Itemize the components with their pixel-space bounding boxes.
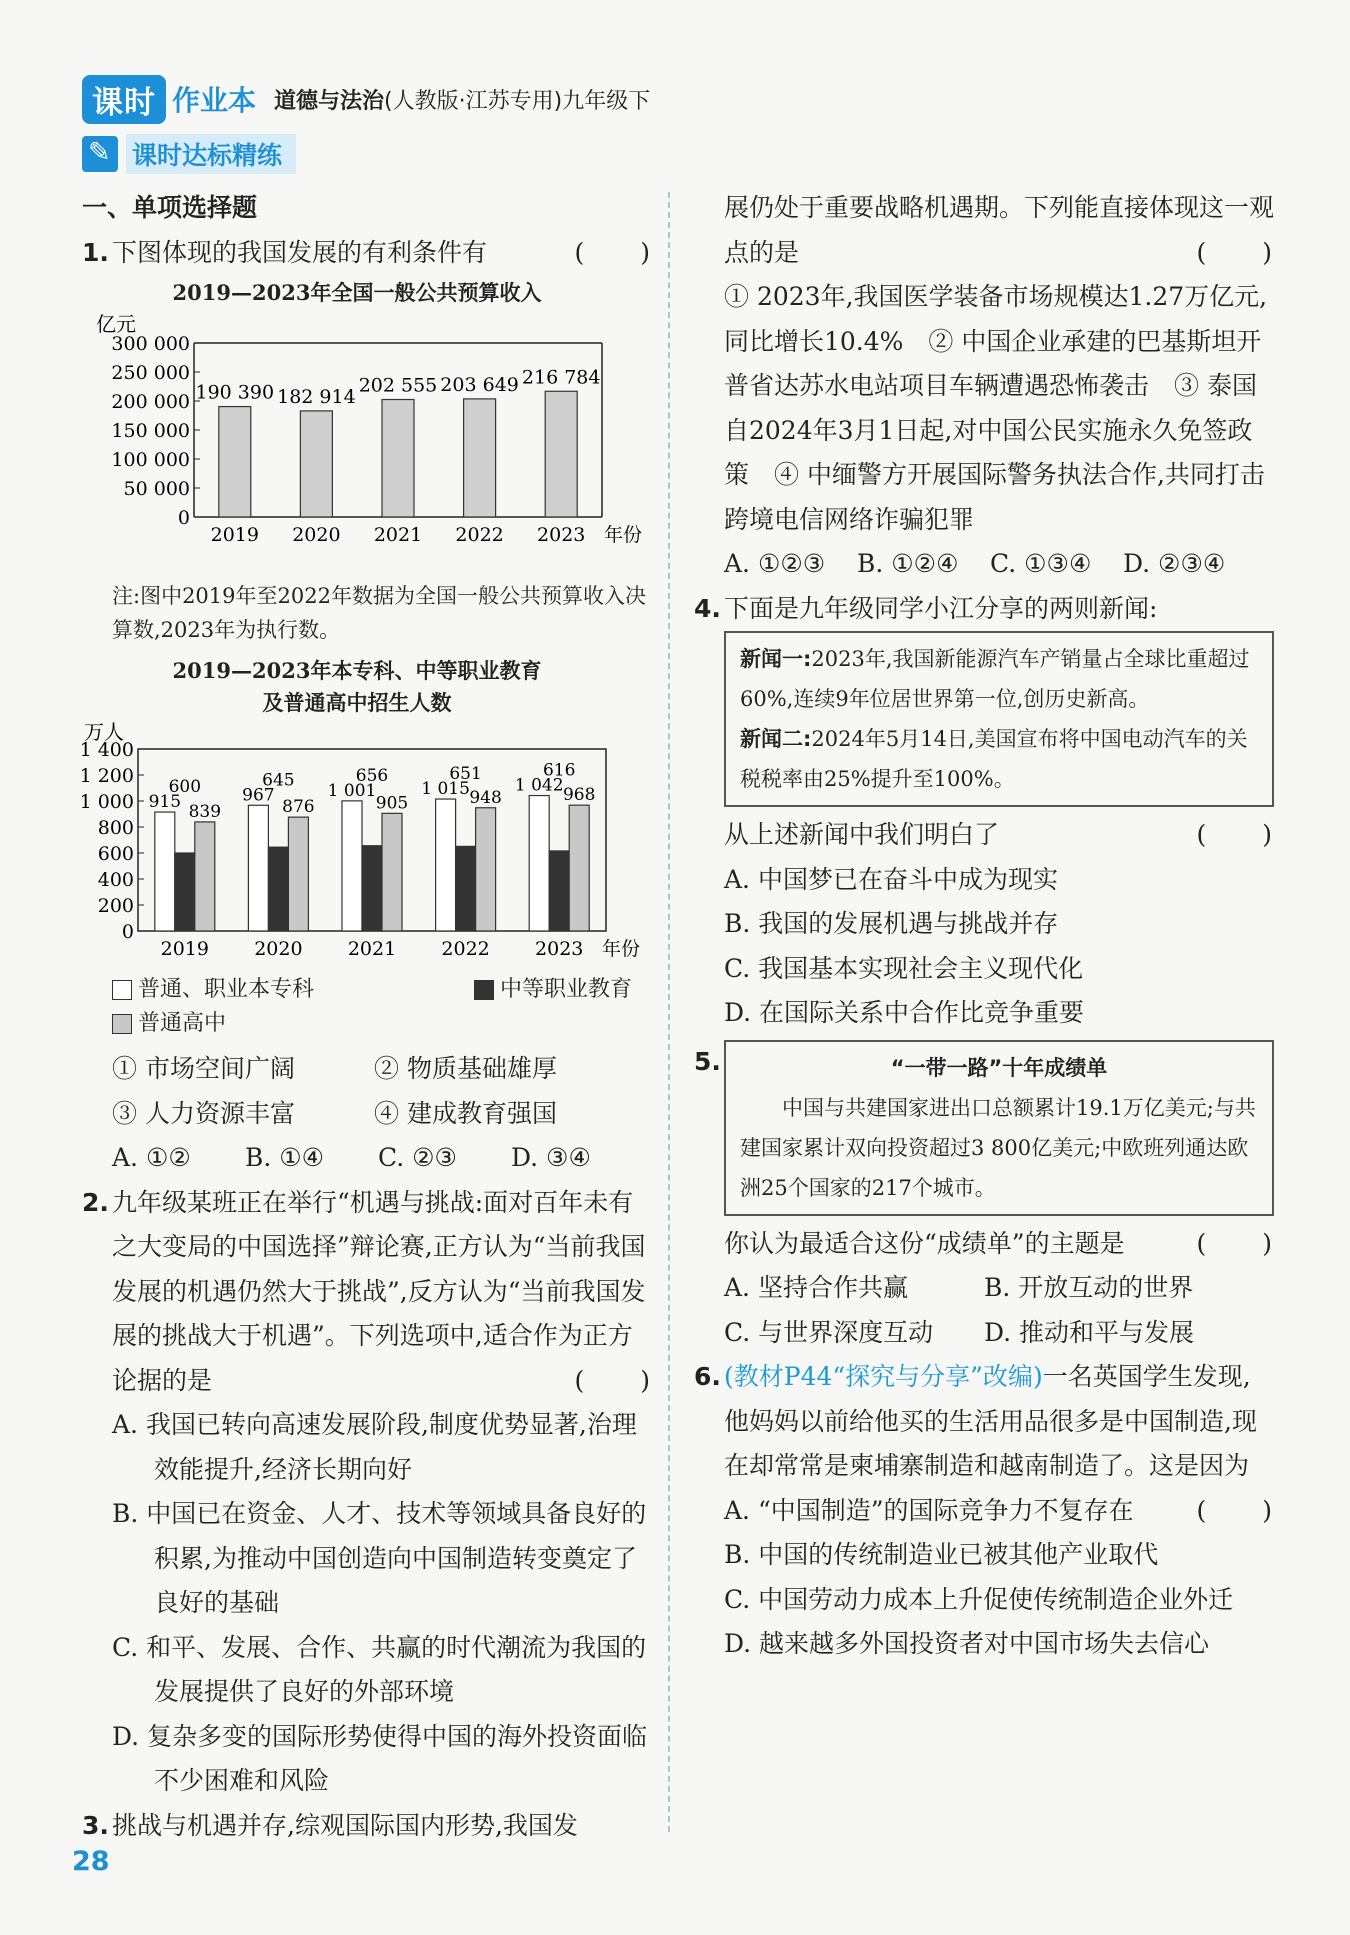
question-number: 1.: [82, 237, 109, 267]
y-tick-label: 0: [177, 507, 190, 529]
option-a[interactable]: A. 坚持合作共赢: [724, 1273, 908, 1302]
x-axis-label: 年份: [604, 524, 643, 546]
bar-value-label: 1 001: [327, 780, 377, 801]
book-title: [274, 84, 650, 115]
news-2: [740, 719, 1258, 799]
left-column: [82, 186, 652, 1848]
question-number: 3.: [82, 1810, 109, 1840]
chart2-legend: [82, 973, 652, 1045]
option-d[interactable]: D. 推动和平与发展: [984, 1317, 1195, 1347]
bar-value-label: 600: [168, 776, 202, 797]
option-b[interactable]: B. 中国的传统制造业已被其他产业取代: [724, 1540, 1159, 1569]
x-tick-label: 2019: [210, 524, 259, 546]
option-b[interactable]: B. 中国已在资金、人才、技术等领域具备良好的积累,为推动中国创造向中国制造转变奠定了良好的基础: [112, 1499, 647, 1617]
question-stem: 九年级某班正在举行“机遇与挑战:面对百年未有之大变局的中国选择”辩论赛,正方认为“当前我国发展的机遇仍然大于挑战”,反方认为“当前我国发展的挑战大于机遇”。下列选项中,适合作为正方论据的是: [112, 1187, 646, 1395]
question-stem: 下图体现的我国发展的有利条件有: [112, 237, 488, 267]
bar-value-label: 968: [562, 784, 596, 805]
brand-subtitle: 作业本: [172, 84, 257, 117]
option-c[interactable]: C. ②③: [378, 1143, 457, 1172]
bar-value-label: 182 914: [277, 385, 356, 408]
bar: [155, 812, 175, 931]
bar-value-label: 645: [262, 769, 295, 790]
y-tick-label: 1 000: [82, 790, 134, 813]
question-stem: 展仍处于重要战略机遇期。下列能直接体现这一观点的是: [724, 193, 1275, 267]
question-stem: 挑战与机遇并存,综观国际国内形势,我国发: [112, 1810, 578, 1840]
bar-value-label: 202 555: [358, 374, 438, 397]
bar-value-label: 948: [469, 787, 502, 808]
option-c[interactable]: C. 我国基本实现社会主义现代化: [724, 953, 1084, 983]
bar: [382, 400, 414, 517]
item: ② 物质基础雄厚: [374, 1054, 557, 1083]
option-d[interactable]: D. 在国际关系中合作比竞争重要: [724, 998, 1085, 1027]
answer-blank[interactable]: ( ): [574, 1365, 652, 1395]
legend-swatch: [474, 980, 494, 1000]
y-tick-label: 0: [121, 920, 134, 943]
legend-label: 普通、职业本专科: [138, 977, 315, 1002]
bar-value-label: 915: [148, 791, 182, 812]
bar: [248, 805, 268, 931]
y-tick-label: 1 400: [82, 738, 134, 761]
option-c[interactable]: C. 中国劳动力成本上升促使传统制造企业外迁: [724, 1584, 1234, 1614]
option-d[interactable]: D. ③④: [511, 1143, 591, 1172]
answer-blank[interactable]: ( ): [1196, 820, 1274, 849]
item: ① 市场空间广阔: [112, 1054, 295, 1083]
option-d[interactable]: D. 复杂多变的国际形势使得中国的海外投资面临不少困难和风险: [112, 1721, 648, 1795]
q5-question: [694, 1222, 1274, 1267]
question-number: 2.: [82, 1187, 109, 1217]
x-tick-label: 2022: [441, 937, 490, 959]
bar: [436, 799, 456, 931]
bar-value-label: 1 015: [421, 778, 470, 799]
bar-value-label: 216 784: [521, 366, 601, 389]
revenue-bar-chart: [82, 309, 652, 564]
y-tick-label: 100 000: [111, 449, 190, 471]
legend-item-highschool: [112, 1007, 226, 1041]
news-label: 新闻二:: [740, 727, 812, 751]
q4-question: [694, 813, 1274, 858]
q3-items: ① 2023年,我国医学装备市场规模达1.27万亿元,同比增长10.4% ② 中国企业承建的巴基斯坦开普省达苏水电站项目车辆遭遇恐怖袭击 ③ 泰国自2024年3月1日起,对中国公民实施永久免签政策 ④ 中缅警方开展国际警务执法合作,共同打击跨境电信网络诈骗犯罪: [724, 282, 1268, 534]
x-tick-label: 2023: [537, 524, 586, 546]
answer-blank[interactable]: ( ): [1196, 1228, 1274, 1258]
option-a[interactable]: A. 中国梦已在奋斗中成为现实: [724, 864, 1058, 894]
option-b[interactable]: B. ①④: [245, 1143, 325, 1172]
brand-logo: 课时: [82, 75, 166, 124]
bar-value-label: 616: [542, 760, 576, 781]
question-3-cont: [694, 186, 1274, 275]
bar: [545, 391, 577, 517]
option-d[interactable]: D. 越来越多外国投资者对中国市场失去信心: [724, 1629, 1210, 1658]
question-3-start: [82, 1804, 652, 1849]
question-2: [82, 1181, 652, 1404]
option-b[interactable]: B. ①②④: [857, 549, 959, 578]
bar-value-label: 190 390: [195, 381, 275, 404]
question-stem: 下面是九年级同学小江分享的两则新闻:: [724, 593, 1158, 623]
x-tick-label: 2019: [160, 937, 209, 959]
question-number: 5.: [694, 1046, 721, 1076]
news-1: [740, 639, 1258, 719]
x-axis-label: 年份: [602, 937, 641, 959]
y-tick-label: 200 000: [111, 391, 190, 413]
bar-value-label: 876: [282, 796, 315, 817]
legend-item-vocational: [474, 973, 632, 1007]
bar-value-label: 839: [188, 801, 222, 822]
bar: [529, 795, 549, 930]
box-text: 中国与共建国家进出口总额累计19.1万亿美元;与共建国家累计双向投资超过3 800亿美元;中欧班列通达欧洲25个国家的217个城市。: [740, 1095, 1256, 1200]
pencil-icon: [82, 136, 118, 172]
q5-options-row2: [694, 1311, 1274, 1356]
enrollment-bar-chart: [82, 719, 652, 959]
q5-options-row1: [694, 1266, 1274, 1311]
x-tick-label: 2021: [347, 937, 397, 959]
legend-item-undergrad: [112, 973, 314, 1007]
option-b[interactable]: B. 开放互动的世界: [984, 1273, 1194, 1302]
y-tick-label: 800: [97, 816, 134, 839]
option-a[interactable]: A. ①②: [112, 1143, 191, 1172]
item: ③ 人力资源丰富: [112, 1098, 295, 1128]
option-c[interactable]: C. 和平、发展、合作、共赢的时代潮流为我国的发展提供了良好的外部环境: [112, 1632, 647, 1706]
option-a[interactable]: A. 我国已转向高速发展阶段,制度优势显著,治理效能提升,经济长期向好: [112, 1410, 637, 1484]
x-tick-label: 2020: [292, 524, 341, 546]
bar-value-label: 905: [375, 792, 409, 813]
x-tick-label: 2020: [254, 937, 303, 959]
question-4: [694, 587, 1274, 632]
news-text: 2023年,我国新能源汽车产销量占全球比重超过60%,连续9年位居世界第一位,创历史新高。: [740, 647, 1250, 711]
legend-swatch: [112, 980, 132, 1000]
right-column: [694, 186, 1274, 1667]
legend-label: 普通高中: [138, 1011, 227, 1036]
bar: [456, 846, 476, 931]
answer-blank[interactable]: ( ): [1196, 237, 1274, 267]
bar: [195, 821, 215, 930]
question-number: 4.: [694, 593, 721, 623]
y-tick-label: 150 000: [111, 420, 190, 442]
option-d[interactable]: D. ②③④: [1123, 549, 1226, 578]
chart2-title-line1: 2019—2023年本专科、中等职业教育: [172, 657, 542, 683]
option-a[interactable]: A. “中国制造”的国际竞争力不复存在: [724, 1495, 1134, 1525]
section-title: 课时达标精练: [126, 134, 296, 174]
bar-value-label: 967: [242, 784, 275, 805]
x-tick-label: 2022: [455, 524, 504, 546]
bar-value-label: 656: [355, 765, 389, 786]
bar: [342, 800, 362, 930]
item: ④ 建成教育强国: [374, 1098, 557, 1128]
y-tick-label: 200: [97, 894, 134, 917]
bar: [362, 845, 382, 930]
chart1-note: 注:图中2019年至2022年数据为全国一般公共预算收入决算数,2023年为执行数。: [112, 583, 646, 642]
y-axis-label: 万人: [84, 719, 124, 744]
question-1: [82, 231, 652, 276]
option-b[interactable]: B. 我国的发展机遇与挑战并存: [724, 909, 1059, 938]
part-title: 一、单项选择题: [82, 193, 258, 222]
y-tick-label: 400: [97, 868, 134, 891]
bar: [464, 399, 496, 517]
bar: [288, 817, 308, 931]
y-tick-label: 50 000: [123, 478, 190, 500]
bar: [268, 847, 288, 931]
question-stem: 一名英国学生发现,他妈妈以前给他买的生活用品很多是中国制造,现在却常常是柬埔寨制造和越南制造了。这是因为: [724, 1362, 1257, 1480]
legend-label: 中等职业教育: [499, 977, 632, 1002]
bar-value-label: 1 042: [514, 775, 564, 796]
subject-name: 道德与法治: [274, 88, 385, 114]
page-header: [82, 76, 650, 122]
answer-blank[interactable]: ( ): [574, 237, 652, 267]
q1-options: [82, 1136, 652, 1181]
q1-items: [82, 1047, 652, 1136]
x-tick-label: 2023: [535, 937, 584, 959]
option-c[interactable]: C. 与世界深度互动: [724, 1317, 934, 1347]
question-stem: 从上述新闻中我们明白了: [724, 820, 1000, 849]
news-box: [724, 631, 1274, 807]
bar: [219, 407, 251, 517]
edition-text: (人教版·江苏专用)九年级下: [384, 88, 651, 114]
section-heading: [82, 134, 296, 174]
bar: [549, 850, 569, 930]
question-stem: 你认为最适合这份“成绩单”的主题是: [724, 1228, 1125, 1258]
source-note: (教材P44“探究与分享”改编): [724, 1362, 1043, 1391]
news-label: 新闻一:: [740, 647, 812, 671]
column-divider: [668, 192, 670, 1832]
bar: [569, 805, 589, 931]
chart1-title: 2019—2023年全国一般公共预算收入: [172, 280, 542, 305]
question-5: [694, 1040, 1274, 1216]
box-title: “一带一路”十年成绩单: [890, 1055, 1108, 1080]
question-number: 6.: [694, 1362, 721, 1391]
achievement-box: [724, 1040, 1274, 1216]
bar: [476, 807, 496, 930]
page-number: 28: [72, 1846, 110, 1877]
bar-value-label: 203 649: [440, 373, 519, 396]
bar: [382, 813, 402, 931]
y-tick-label: 300 000: [111, 333, 190, 355]
x-tick-label: 2021: [373, 524, 423, 546]
y-tick-label: 250 000: [111, 362, 190, 384]
y-tick-label: 1 200: [82, 764, 134, 787]
bar-value-label: 651: [449, 763, 482, 784]
bar: [300, 411, 332, 517]
option-c[interactable]: C. ①③④: [990, 549, 1092, 578]
news-text: 2024年5月14日,美国宣布将中国电动汽车的关税税率由25%提升至100%。: [740, 727, 1248, 791]
y-tick-label: 600: [97, 842, 134, 865]
bar: [175, 853, 195, 931]
q3-options: [694, 542, 1274, 587]
chart2-title-line2: 及普通高中招生人数: [262, 689, 452, 715]
answer-blank[interactable]: ( ): [1196, 1495, 1274, 1525]
option-a[interactable]: A. ①②③: [724, 549, 826, 578]
legend-swatch: [112, 1014, 132, 1034]
y-axis-label: 亿元: [96, 312, 136, 336]
